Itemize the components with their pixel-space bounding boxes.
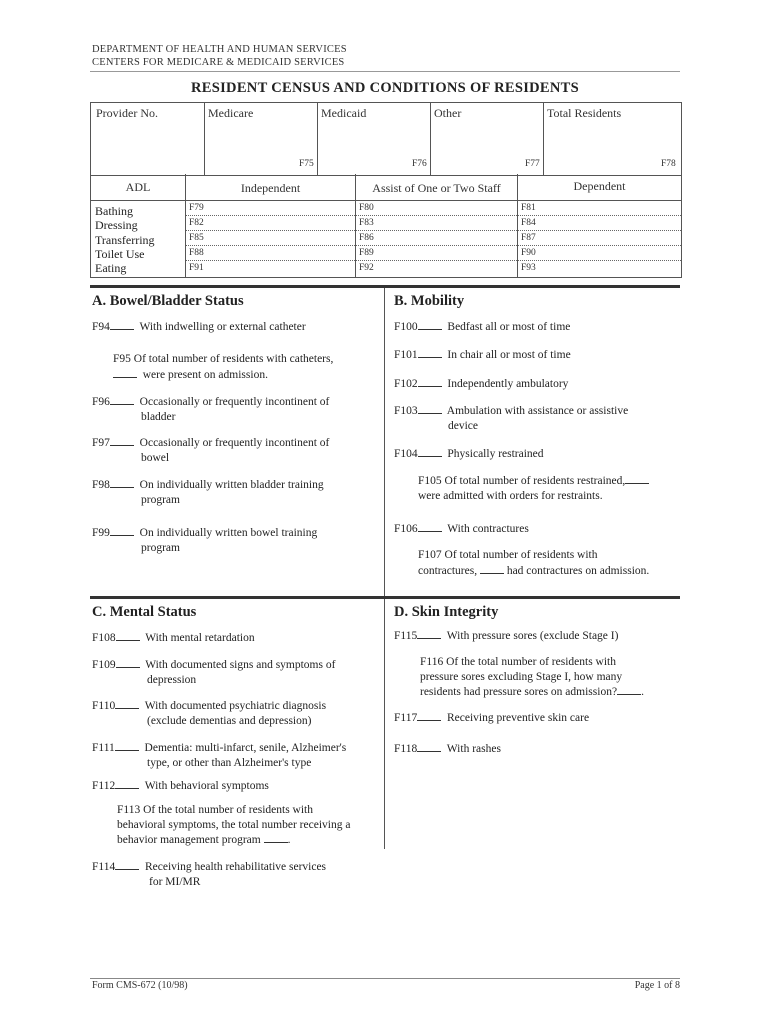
code-f81: F81 [521, 203, 536, 213]
other-label: Other [434, 106, 462, 120]
code-f88: F88 [189, 248, 204, 258]
form-title: RESIDENT CENSUS AND CONDITIONS OF RESIDENTS [191, 80, 579, 96]
form-number: Form CMS-672 (10/98) [92, 980, 188, 991]
f110-blank[interactable] [115, 698, 139, 709]
code-f93: F93 [521, 263, 536, 273]
item-f102: F102 Independently ambulatory [394, 378, 569, 390]
f96-blank[interactable] [110, 394, 134, 405]
column-divider-bottom [384, 599, 385, 849]
f107-blank[interactable] [480, 563, 504, 574]
f97-blank[interactable] [110, 435, 134, 446]
item-f96: F96 Occasionally or frequently incontinent of bladder [92, 396, 330, 423]
f105-blank[interactable] [625, 473, 649, 484]
item-f118: F118 With rashes [394, 743, 501, 755]
item-f98: F98 On individually written bladder training program [92, 479, 324, 506]
f98-blank[interactable] [110, 477, 134, 488]
code-f84: F84 [521, 218, 536, 228]
item-f112: F112 With behavioral symptoms [92, 780, 269, 792]
adl-table [90, 174, 682, 278]
code-f77: F77 [525, 159, 540, 169]
item-f100: F100 Bedfast all or most of time [394, 321, 571, 333]
item-f109: F109 With documented signs and symptoms of depression [92, 659, 336, 686]
section-d-title: D. Skin Integrity [394, 604, 499, 620]
dependent-header: Dependent [573, 179, 626, 193]
code-f91: F91 [189, 263, 204, 273]
item-f107: F107 Of total number of residents with contractures, had contractures on admission. [418, 549, 650, 577]
code-f86: F86 [359, 233, 374, 243]
adl-bathing: Bathing [95, 204, 133, 218]
adl-toilet-use: Toilet Use [95, 247, 145, 261]
item-f110: F110 With documented psychiatric diagnosis (exclude dementias and depression) [92, 700, 327, 727]
code-f78: F78 [661, 159, 676, 169]
item-f101: F101 In chair all or most of time [394, 349, 571, 361]
f114-blank[interactable] [115, 859, 139, 870]
code-f90: F90 [521, 248, 536, 258]
adl-transferring: Transferring [95, 233, 155, 247]
item-f113: F113 Of the total number of residents with behavioral symptoms, the total number receiving a behavior management program . [117, 804, 351, 846]
section-a-title: A. Bowel/Bladder Status [92, 293, 244, 309]
item-f111: F111 Dementia: multi-infarct, senile, Alzheimer's type, or other than Alzheimer's type [92, 742, 347, 769]
f113-blank[interactable] [264, 832, 288, 843]
code-f87: F87 [521, 233, 536, 243]
section-rule-top [90, 285, 680, 288]
section-b-title: B. Mobility [394, 293, 465, 309]
code-f89: F89 [359, 248, 374, 258]
code-f79: F79 [189, 203, 204, 213]
item-f105: F105 Of total number of residents restrained, were admitted with orders for restraints. [418, 473, 649, 503]
code-f92: F92 [359, 263, 374, 273]
code-f82: F82 [189, 218, 204, 228]
f118-blank[interactable] [417, 741, 441, 752]
f109-blank[interactable] [116, 657, 140, 668]
agency-centers: CENTERS FOR MEDICARE & MEDICAID SERVICES [92, 57, 345, 68]
agency-name: DEPARTMENT OF HEALTH AND HUMAN SERVICES [92, 44, 347, 55]
code-f80: F80 [359, 203, 374, 213]
page-number: Page 1 of 8 [634, 980, 680, 991]
f101-blank[interactable] [418, 347, 442, 358]
f95-blank[interactable] [113, 367, 137, 378]
item-f99: F99 On individually written bowel training program [92, 527, 318, 554]
assist-header: Assist of One or Two Staff [372, 181, 501, 195]
f106-blank[interactable] [418, 521, 442, 532]
item-f104: F104 Physically restrained [394, 448, 544, 460]
f99-blank[interactable] [110, 525, 134, 536]
code-f85: F85 [189, 233, 204, 243]
f100-blank[interactable] [418, 319, 442, 330]
f108-blank[interactable] [116, 630, 140, 641]
item-f94: F94 With indwelling or external catheter [92, 321, 306, 333]
medicare-label: Medicare [208, 106, 254, 120]
f117-blank[interactable] [417, 710, 441, 721]
item-f106: F106 With contractures [394, 523, 529, 535]
independent-header: Independent [240, 181, 301, 195]
code-f75: F75 [299, 159, 314, 169]
f104-blank[interactable] [418, 446, 442, 457]
item-f117: F117 Receiving preventive skin care [394, 712, 590, 724]
header-rule [90, 71, 680, 72]
item-f103: F103 Ambulation with assistance or assistive device [394, 405, 629, 432]
f102-blank[interactable] [418, 376, 442, 387]
code-f83: F83 [359, 218, 374, 228]
f103-blank[interactable] [418, 403, 442, 414]
medicaid-label: Medicaid [321, 106, 367, 120]
item-f108: F108 With mental retardation [92, 632, 255, 644]
code-f76: F76 [412, 159, 427, 169]
section-c-title: C. Mental Status [92, 604, 197, 620]
item-f114: F114 Receiving health rehabilitative services for MI/MR [92, 861, 327, 888]
provider-no-label: Provider No. [96, 106, 158, 120]
total-residents-label: Total Residents [547, 106, 622, 120]
f112-blank[interactable] [115, 778, 139, 789]
f116-blank[interactable] [617, 684, 641, 695]
census-table [90, 102, 682, 176]
item-f115: F115 With pressure sores (exclude Stage I) [394, 630, 619, 642]
column-divider-top [384, 288, 385, 598]
adl-dressing: Dressing [95, 218, 138, 232]
f94-blank[interactable] [110, 319, 134, 330]
section-rule-middle [90, 596, 680, 599]
f111-blank[interactable] [115, 740, 139, 751]
footer-rule [90, 978, 680, 979]
adl-eating: Eating [95, 261, 127, 275]
adl-header: ADL [125, 180, 151, 194]
item-f97: F97 Occasionally or frequently incontinent of bowel [92, 437, 330, 464]
item-f95: F95 Of total number of residents with catheters, were present on admission. [113, 353, 334, 381]
item-f116: F116 Of the total number of residents with pressure sores excluding Stage I, how many residents had pressure sores on admission? . [420, 656, 644, 698]
f115-blank[interactable] [417, 628, 441, 639]
